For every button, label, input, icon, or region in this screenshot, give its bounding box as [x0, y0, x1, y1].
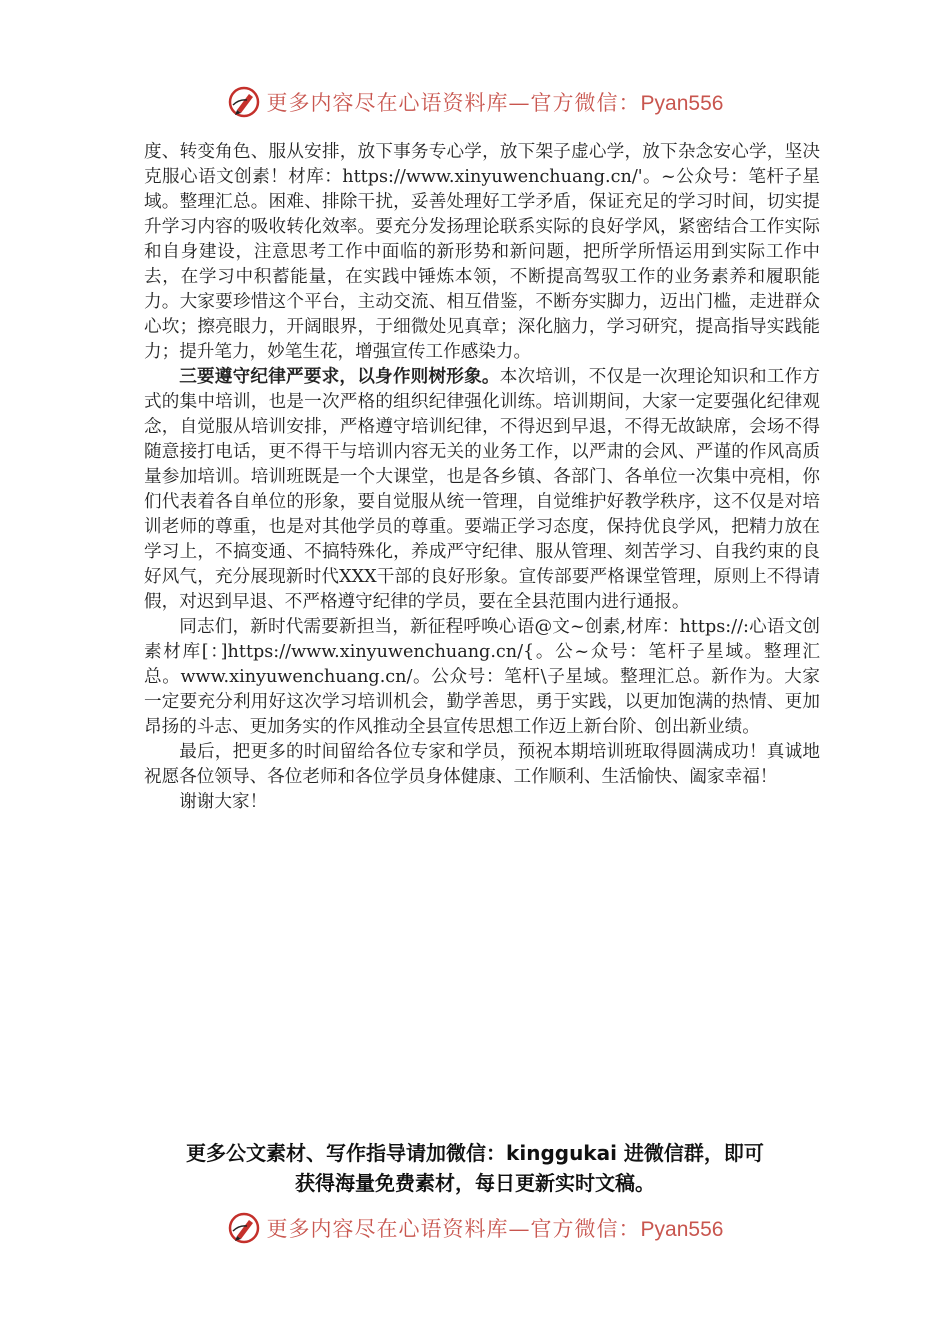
- section-heading-3: 三要遵守纪律严要求，以身作则树形象。: [179, 367, 500, 387]
- header-banner: [0, 82, 950, 122]
- footer-note: [0, 1138, 950, 1198]
- footer-banner: [0, 1208, 950, 1248]
- footer-note-line-2: 获得海量免费素材，每日更新实时文稿。: [295, 1171, 655, 1195]
- paragraph-5: 谢谢大家！: [179, 792, 268, 812]
- paragraph-4: 最后，把更多的时间留给各位专家和学员，预祝本期培训班取得圆满成功！真诚地祝愿各位领导、各位老师和各位学员身体健康、工作顺利、生活愉快、阖家幸福！: [144, 742, 820, 787]
- paragraph-1: 度、转变角色、服从安排，放下事务专心学，放下架子虚心学，放下杂念安心学，坚决克服心语文创素！材库：https://www.xinyuwenchuang.cn/'。~公众号：笔杆子星域。整理汇总。困难、排除干扰，妥善处理好工学矛盾，保证充足的学习时间，切实提升学习内容的吸收转化效率。要充分发扬理论联系实际的良好学风，紧密结合工作实际和自身建设，注意思考工作中面临的新形势和新问题，把所学所悟运用到实际工作中去，在学习中积蓄能量，在实践中锤炼本领，不断提高驾驭工作的业务素养和履职能力。大家要珍惜这个平台，主动交流、相互借鉴，不断夯实脚力，迈出门槛，走进群众心坎；擦亮眼力，开阔眼界，于细微处见真章；深化脑力，学习研究，提高指导实践能力；提升笔力，妙笔生花，增强宣传工作感染力。: [144, 142, 820, 362]
- pen-logo-icon: [227, 85, 261, 119]
- footer-banner-text: 更多内容尽在心语资料库—官方微信：Pyan556: [266, 1217, 724, 1241]
- header-banner-text: 更多内容尽在心语资料库—官方微信：Pyan556: [266, 91, 724, 115]
- pen-logo-icon: [227, 1211, 261, 1245]
- document-body: [144, 140, 820, 815]
- paragraph-3: 同志们，新时代需要新担当，新征程呼唤心语@文~创素,材库：https://:心语文创素材库[：]https://www.xinyuwenchuang.cn/{。公~众号：笔杆子星域。整理汇总。www.xinyuwenchuang.cn/。公众号：笔杆\子星域。整理汇总。新作为。大家一定要充分利用好这次学习培训机会，勤学善思，勇于实践，以更加饱满的热情、更加昂扬的斗志、更加务实的作风推动全县宣传思想工作迈上新台阶、创出新业绩。: [144, 617, 820, 737]
- paragraph-2: [144, 365, 820, 615]
- paragraph-2-text: 本次培训，不仅是一次理论知识和工作方式的集中培训，也是一次严格的组织纪律强化训练。培训期间，大家一定要强化纪律观念，自觉服从培训安排，严格遵守培训纪律，不得迟到早退，不得无故缺席，会场不得随意接打电话，更不得干与培训内容无关的业务工作，以严肃的会风、严谨的作风高质量参加培训。培训班既是一个大课堂，也是各乡镇、各部门、各单位一次集中亮相，你们代表着各自单位的形象，要自觉服从统一管理，自觉维护好教学秩序，这不仅是对培训老师的尊重，也是对其他学员的尊重。要端正学习态度，保持优良学风，把精力放在学习上，不搞变通、不搞特殊化，养成严守纪律、服从管理、刻苦学习、自我约束的良好风气，充分展现新时代XXX干部的良好形象。宣传部要严格课堂管理，原则上不得请假，对迟到早退、不严格遵守纪律的学员，要在全县范围内进行通报。: [144, 367, 820, 612]
- footer-note-line-1: 更多公文素材、写作指导请加微信：kinggukai 进微信群，即可: [186, 1141, 764, 1165]
